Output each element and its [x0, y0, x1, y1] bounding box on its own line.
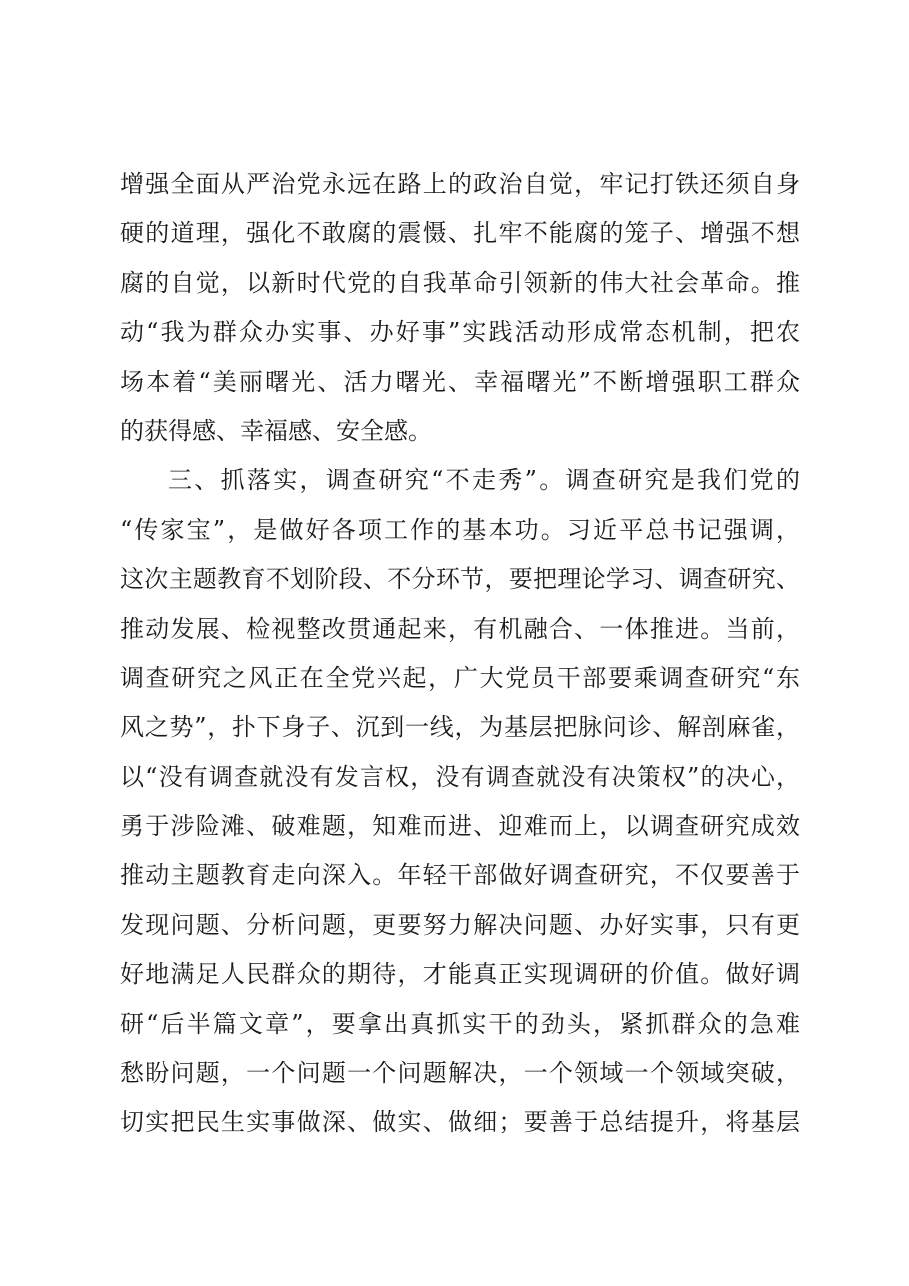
text-line: 发现问题、分析问题，更要努力解决问题、办好实事，只有更 — [120, 910, 800, 939]
text-line: 勇于涉险滩、破难题，知难而进、迎难而上，以调查研究成效 — [120, 812, 800, 841]
text-line: 以“没有调查就没有发言权，没有调查就没有决策权”的决心， — [120, 762, 800, 791]
text-line: 切实把民生实事做深、做实、做细；要善于总结提升，将基层 — [120, 1108, 800, 1137]
text-line: 调查研究之风正在全党兴起，广大党员干部要乘调查研究“东 — [120, 663, 800, 692]
text-line: 推动主题教育走向深入。年轻干部做好调查研究，不仅要善于 — [120, 861, 800, 890]
text-line: 腐的自觉，以新时代党的自我革命引领新的伟大社会革命。推 — [120, 268, 800, 297]
text-line: 研“后半篇文章”，要拿出真抓实干的劲头，紧抓群众的急难 — [120, 1009, 800, 1038]
text-line: 硬的道理，强化不敢腐的震慑、扎牢不能腐的笼子、增强不想 — [120, 219, 800, 248]
body-text — [120, 160, 800, 1148]
text-line: 这次主题教育不划阶段、不分环节，要把理论学习、调查研究、 — [120, 565, 800, 594]
text-line: 的获得感、幸福感、安全感。 — [120, 416, 432, 445]
text-line: 风之势”，扑下身子、沉到一线，为基层把脉问诊、解剖麻雀， — [120, 713, 800, 742]
text-line: “传家宝”，是做好各项工作的基本功。习近平总书记强调， — [120, 515, 800, 544]
section-heading-line: 三、抓落实，调查研究“不走秀”。调查研究是我们党的 — [168, 466, 800, 495]
text-line: 愁盼问题，一个问题一个问题解决，一个领域一个领域突破， — [120, 1059, 800, 1088]
text-line: 推动发展、检视整改贯通起来，有机融合、一体推进。当前， — [120, 614, 800, 643]
text-line: 增强全面从严治党永远在路上的政治自觉，牢记打铁还须自身 — [120, 170, 800, 198]
text-line: 动“我为群众办实事、办好事”实践活动形成常态机制，把农 — [120, 318, 800, 347]
text-line: 场本着“美丽曙光、活力曙光、幸福曙光”不断增强职工群众 — [120, 367, 800, 396]
text-line: 好地满足人民群众的期待，才能真正实现调研的价值。做好调 — [120, 960, 800, 989]
